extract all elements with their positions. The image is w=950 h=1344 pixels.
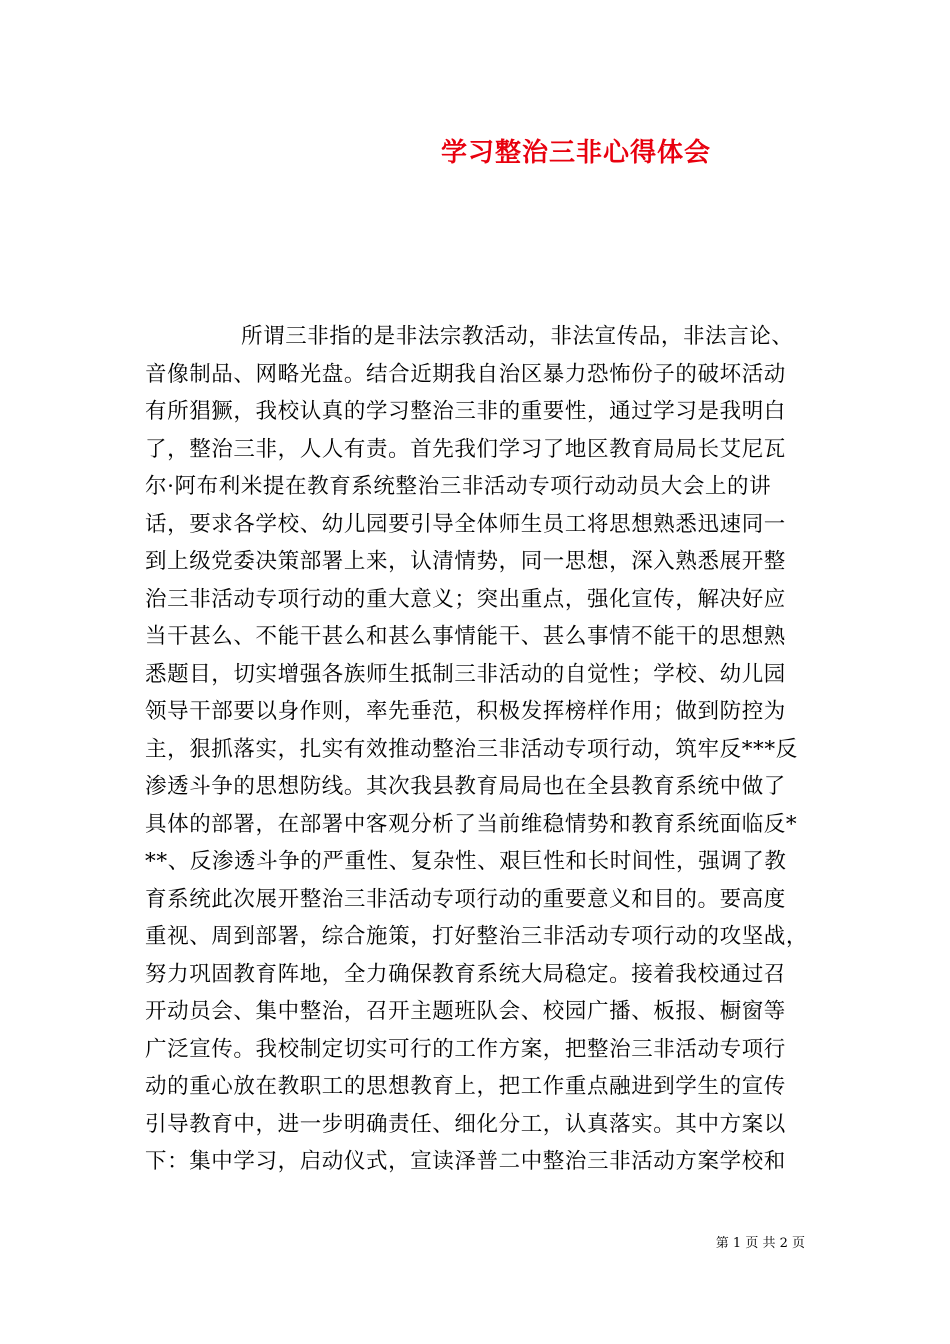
paragraph-line: 到上级党委决策部署上来，认清情势，同一思想，深入熟悉展开整 — [145, 549, 786, 574]
paragraph-line: 所谓三非指的是非法宗教活动，非法宣传品，非法言论、 — [241, 324, 794, 349]
paragraph-line: 当干甚么、不能干甚么和甚么事情能干、甚么事情不能干的思想熟 — [145, 624, 786, 649]
paragraph-line: 育系统此次展开整治三非活动专项行动的重要意义和目的。要高度 — [145, 886, 786, 912]
paragraph-line: 重视、周到部署，综合施策，打好整治三非活动专项行动的攻坚战， — [145, 924, 809, 949]
paragraph-line: 音像制品、网略光盘。结合近期我自治区暴力恐怖份子的破坏活动 — [145, 361, 786, 387]
paragraph-line: 领导干部要以身作则，率先垂范，积极发挥榜样作用；做到防控为 — [145, 699, 786, 724]
paragraph-line: 引导教育中，进一步明确责任、细化分工，认真落实。其中方案以 — [145, 1111, 786, 1137]
paragraph-line: 悉题目，切实增强各族师生抵制三非活动的自觉性；学校、幼儿园 — [145, 661, 786, 687]
paragraph-line: 开动员会、集中整治，召开主题班队会、校园广播、板报、橱窗等 — [145, 999, 786, 1024]
paragraph-line: 了，整治三非，人人有责。首先我们学习了地区教育局局长艾尼瓦 — [145, 436, 786, 462]
paragraph-line: **、反渗透斗争的严重性、复杂性、艰巨性和长时间性，强调了教 — [145, 849, 787, 874]
paragraph-line: 广泛宣传。我校制定切实可行的工作方案，把整治三非活动专项行 — [145, 1036, 786, 1062]
page-number-footer: 第 1 页 共 2 页 — [715, 1236, 805, 1251]
paragraph-line: 有所猖獗，我校认真的学习整治三非的重要性，通过学习是我明白 — [145, 399, 786, 424]
paragraph-line: 话，要求各学校、幼儿园要引导全体师生员工将思想熟悉迅速同一 — [145, 511, 786, 537]
paragraph-line: 动的重心放在教职工的思想教育上，把工作重点融进到学生的宣传 — [145, 1074, 786, 1099]
document-body — [145, 318, 809, 1181]
paragraph-line: 主，狠抓落实，扎实有效推动整治三非活动专项行动，筑牢反***反 — [145, 736, 798, 762]
paragraph-line: 渗透斗争的思想防线。其次我县教育局局也在全县教育系统中做了 — [145, 774, 786, 799]
paragraph-line: 努力巩固教育阵地，全力确保教育系统大局稳定。接着我校通过召 — [145, 961, 786, 987]
paragraph-line: 尔·阿布利米提在教育系统整治三非活动专项行动动员大会上的讲 — [145, 474, 772, 499]
document-title: 学习整治三非心得体会 — [440, 138, 711, 168]
paragraph-line: 治三非活动专项行动的重大意义；突出重点，强化宣传，解决好应 — [145, 586, 786, 612]
paragraph-line: 具体的部署，在部署中客观分析了当前维稳情势和教育系统面临反* — [145, 811, 798, 837]
paragraph-line: 下：集中学习，启动仪式，宣读泽普二中整治三非活动方案学校和 — [145, 1149, 786, 1174]
